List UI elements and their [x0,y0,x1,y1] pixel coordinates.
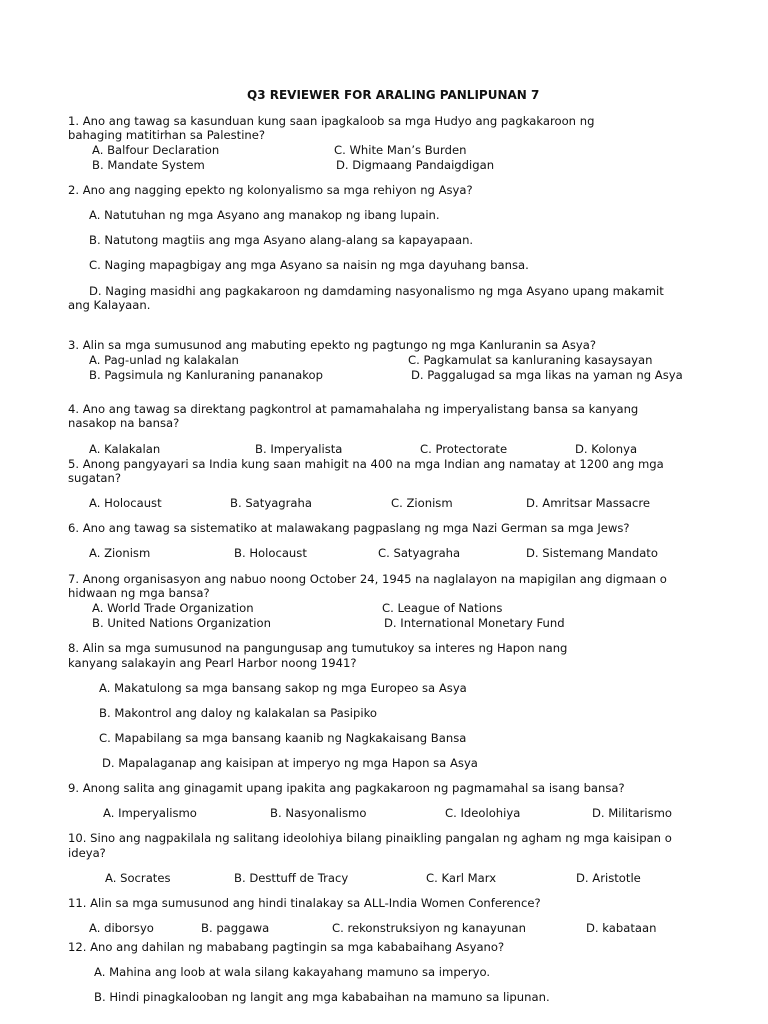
question-10-stem-line-2: ideya? [68,846,106,860]
question-12-stem: 12. Ano ang dahilan ng mababang pagtingin sa mga kababaihang Asyano? [68,940,505,954]
question-1-stem-line-2: bahaging matitirhan sa Palestine? [68,128,266,142]
question-2-choice-b: B. Natutong magtiis ang mga Asyano alang-alang sa kapayapaan. [89,233,474,247]
question-8-stem-line-1: 8. Alin sa mga sumusunod na pangungusap ang tumutukoy sa interes ng Hapon nang [68,641,568,655]
question-3-choice-b: B. Pagsimula ng Kanluraning pananakop [89,368,323,382]
question-5-choice-b: B. Satyagraha [230,496,312,510]
question-2-choice-a: A. Natutuhan ng mga Asyano ang manakop ng ibang lupain. [89,208,440,222]
question-1-stem-line-1: 1. Ano ang tawag sa kasunduan kung saan ipagkaloob sa mga Hudyo ang pagkakaroon ng [68,114,595,128]
question-1-choice-c: C. White Man’s Burden [334,143,467,157]
question-10-choice-b: B. Desttuff de Tracy [234,871,349,885]
question-7-stem-line-2: hidwaan ng mga bansa? [68,586,210,600]
question-12-choice-b: B. Hindi pinagkalooban ng langit ang mga kababaihan na mamuno sa lipunan. [94,990,550,1004]
question-6-choice-b: B. Holocaust [234,546,307,560]
question-11-choice-c: C. rekonstruksiyon ng kanayunan [332,921,526,935]
question-11-choice-d: D. kabataan [586,921,657,935]
question-11-choice-a: A. diborsyo [89,921,154,935]
question-8-stem-line-2: kanyang salakayin ang Pearl Harbor noong 1941? [68,656,357,670]
question-9-choice-d: D. Militarismo [592,806,673,820]
question-4-choice-d: D. Kolonya [575,442,638,456]
question-8-choice-b: B. Makontrol ang daloy ng kalakalan sa Pasipiko [99,706,377,720]
question-4-choice-a: A. Kalakalan [89,442,161,456]
question-2-choice-c: C. Naging mapagbigay ang mga Asyano sa naisin ng mga dayuhang bansa. [89,258,529,272]
question-5-choice-d: D. Amritsar Massacre [526,496,650,510]
question-3-choice-d: D. Paggalugad sa mga likas na yaman ng Asya [411,368,683,382]
question-5-stem-line-1: 5. Anong pangyayari sa India kung saan mahigit na 400 na mga Indian ang namatay at 1200 ang mga [68,457,664,471]
question-7-stem-line-1: 7. Anong organisasyon ang nabuo noong October 24, 1945 na naglalayon na mapigilan ang digmaan o [68,572,667,586]
question-4-stem-line-2: nasakop na bansa? [68,416,180,430]
document-title: Q3 REVIEWER FOR ARALING PANLIPUNAN 7 [247,88,540,102]
question-6-stem: 6. Ano ang tawag sa sistematiko at malawakang pagpaslang ng mga Nazi German sa mga Jews? [68,521,630,535]
question-5-choice-c: C. Zionism [391,496,453,510]
question-11-stem: 11. Alin sa mga sumusunod ang hindi tinalakay sa ALL-India Women Conference? [68,896,541,910]
question-7-choice-a: A. World Trade Organization [92,601,254,615]
question-5-choice-a: A. Holocaust [89,496,162,510]
question-8-choice-c: C. Mapabilang sa mga bansang kaanib ng Nagkakaisang Bansa [99,731,467,745]
question-9-stem: 9. Anong salita ang ginagamit upang ipakita ang pagkakaroon ng pagmamahal sa isang bansa? [68,781,625,795]
question-7-choice-c: C. League of Nations [382,601,503,615]
question-10-choice-a: A. Socrates [105,871,171,885]
question-1-choice-d: D. Digmaang Pandaigdigan [336,158,495,172]
question-3-choice-c: C. Pagkamulat sa kanluraning kasaysayan [408,353,653,367]
question-2-choice-d-continued: ang Kalayaan. [68,298,151,312]
question-6-choice-c: C. Satyagraha [378,546,461,560]
question-9-choice-a: A. Imperyalismo [103,806,197,820]
question-9-choice-c: C. Ideolohiya [445,806,521,820]
question-7-choice-b: B. United Nations Organization [92,616,271,630]
question-3-stem: 3. Alin sa mga sumusunod ang mabuting epekto ng pagtungo ng mga Kanluranin sa Asya? [68,338,597,352]
question-1-choice-b: B. Mandate System [92,158,205,172]
question-9-choice-b: B. Nasyonalismo [270,806,367,820]
question-2-choice-d: D. Naging masidhi ang pagkakaroon ng damdaming nasyonalismo ng mga Asyano upang makamit [89,284,664,298]
question-4-choice-c: C. Protectorate [420,442,508,456]
question-7-choice-d: D. International Monetary Fund [384,616,565,630]
question-5-stem-line-2: sugatan? [68,471,122,485]
question-6-choice-a: A. Zionism [89,546,151,560]
question-11-choice-b: B. paggawa [201,921,270,935]
question-8-choice-a: A. Makatulong sa mga bansang sakop ng mga Europeo sa Asya [99,681,467,695]
question-6-choice-d: D. Sistemang Mandato [526,546,658,560]
question-10-choice-d: D. Aristotle [576,871,641,885]
question-4-choice-b: B. Imperyalista [255,442,343,456]
question-2-stem: 2. Ano ang nagging epekto ng kolonyalismo sa mga rehiyon ng Asya? [68,183,473,197]
question-8-choice-d: D. Mapalaganap ang kaisipan at imperyo ng mga Hapon sa Asya [102,756,478,770]
question-3-choice-a: A. Pag-unlad ng kalakalan [89,353,239,367]
question-4-stem-line-1: 4. Ano ang tawag sa direktang pagkontrol at pamamahalaha ng imperyalistang bansa sa kanyang [68,402,639,416]
question-10-stem-line-1: 10. Sino ang nagpakilala ng salitang ideolohiya bilang pinaikling pangalan ng agham ng mga kaisipan o [68,831,672,845]
question-10-choice-c: C. Karl Marx [426,871,497,885]
question-1-choice-a: A. Balfour Declaration [92,143,220,157]
question-12-choice-a: A. Mahina ang loob at wala silang kakayahang mamuno sa imperyo. [94,965,491,979]
